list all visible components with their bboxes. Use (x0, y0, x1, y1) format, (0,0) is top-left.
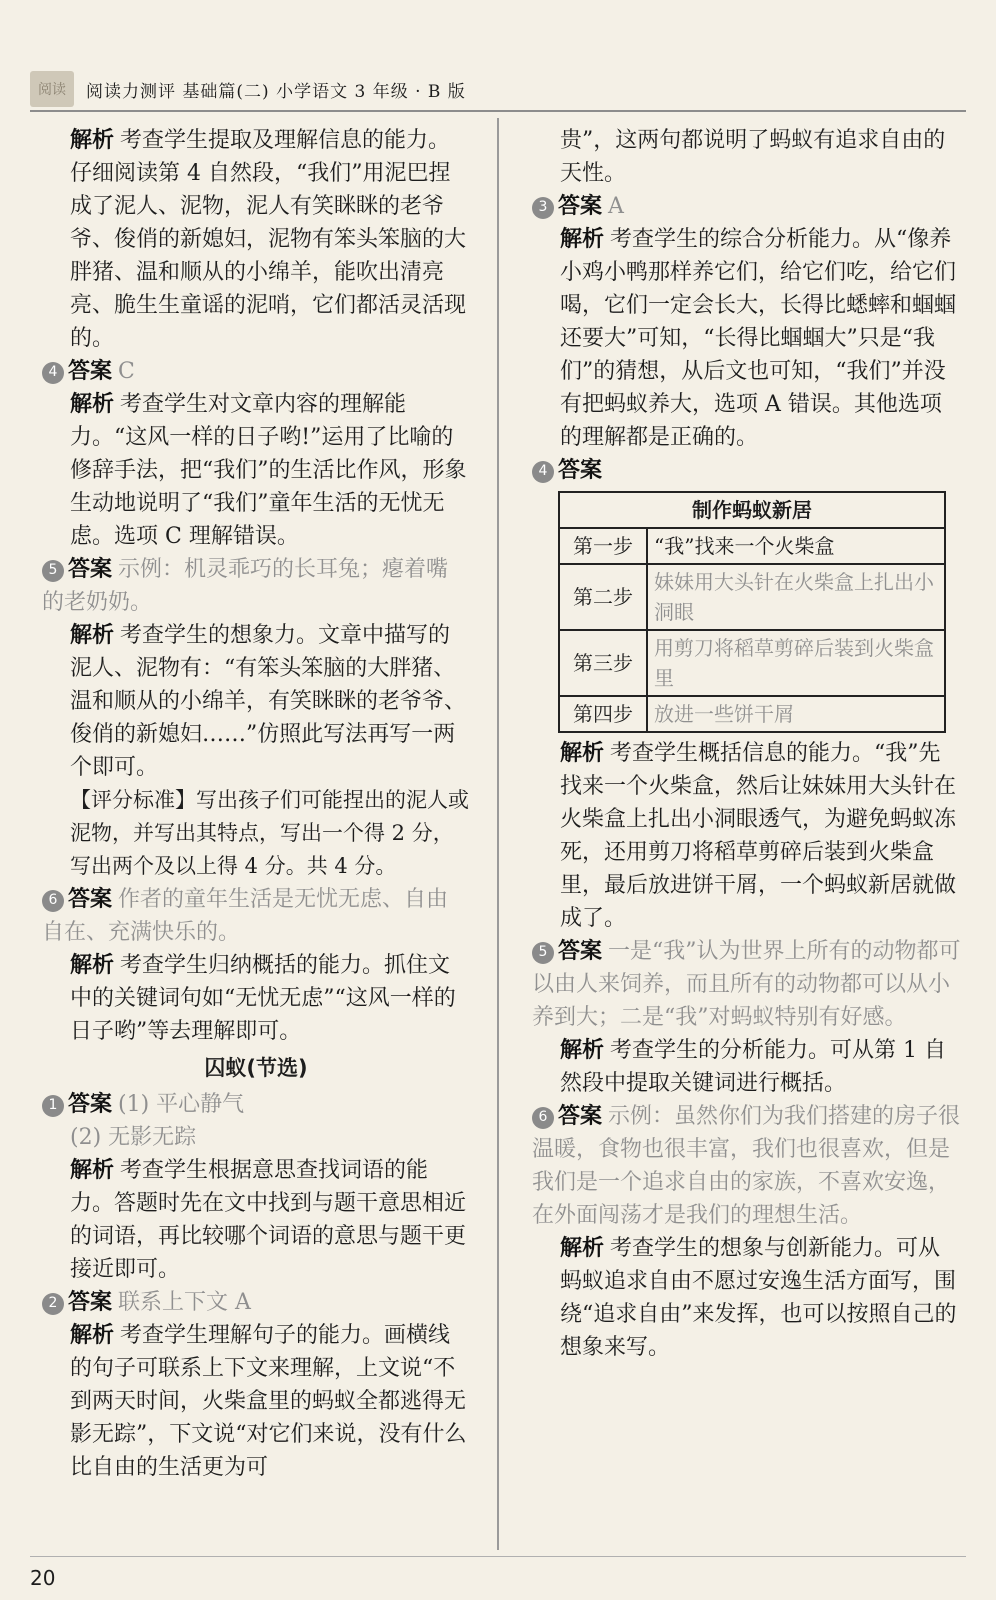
q4-answer: 4 答案 C (42, 355, 470, 388)
s1-answer-2: (2) 无影无踪 (70, 1125, 197, 1150)
s3-analysis: 解析 考查学生的综合分析能力。从“像养小鸡小鸭那样养它们，给它们吃，给它们喝，它们一定会长大，长得比蟋蟀和蝈蝈还要大”可知，“长得比蝈蝈大”只是“我们”的猜想，从后文也可知，“我们”并没有把蚂蚁养大，选项 A 错误。其他选项的理解都是正确的。 (560, 227, 957, 450)
question-number-badge: 5 (532, 942, 554, 964)
book-logo-icon: 阅读 (30, 71, 74, 107)
header-title: 阅读力测评 基础篇(二) 小学语文 3 年级 · B 版 (86, 81, 466, 102)
question-number-badge: 4 (42, 362, 64, 384)
table-row: 第三步 用剪刀将稻草剪碎后装到火柴盒里 (559, 630, 945, 696)
question-number-badge: 5 (42, 560, 64, 582)
table-row: 第四步 放进一些饼干屑 (559, 696, 945, 732)
q6-analysis: 解析 考查学生归纳概括的能力。抓住文中的关键词句如“无忧无虑”“这风一样的日子哟”等去理解即可。 (70, 953, 456, 1044)
question-number-badge: 1 (42, 1095, 64, 1117)
header-divider (30, 110, 966, 112)
question-number-badge: 2 (42, 1293, 64, 1315)
s5-analysis: 解析 考查学生的分析能力。可从第 1 自然段中提取关键词进行概括。 (560, 1038, 947, 1096)
question-number-badge: 6 (532, 1107, 554, 1129)
table-row: 第二步 妹妹用大头针在火柴盒上扎出小洞眼 (559, 564, 945, 630)
column-divider (497, 118, 499, 1550)
question-number-badge: 4 (532, 461, 554, 483)
left-column (42, 124, 470, 1484)
q5-analysis: 解析 考查学生的想象力。文章中描写的泥人、泥物有：“有笨头笨脑的大胖猪、温和顺从的小绵羊，有笑眯眯的老爷爷、俊俏的新媳妇……”仿照此写法再写一两个即可。 (70, 623, 467, 780)
q6-answer: 6 答案 作者的童年生活是无忧无虑、自由自在、充满快乐的。 (42, 887, 449, 945)
q3-analysis: 解析 考查学生提取及理解信息的能力。仔细阅读第 4 自然段，“我们”用泥巴捏成了泥人、泥物，泥人有笑眯眯的老爷爷、俊俏的新媳妇，泥物有笨头笨脑的大胖猪、温和顺从的小绵羊，能吹出清亮亮、脆生生童谣的泥哨，它们都活灵活现的。 (70, 128, 467, 351)
page-number: 20 (30, 1566, 56, 1590)
s4-answer: 4 答案 (532, 454, 962, 487)
page-header (30, 72, 966, 106)
question-number-badge: 3 (532, 197, 554, 219)
s6-analysis: 解析 考查学生的想象与创新能力。可从蚂蚁追求自由不愿过安逸生活方面写，围绕“追求自由”来发挥，也可以按照自己的想象来写。 (560, 1236, 957, 1360)
question-number-badge: 6 (42, 890, 64, 912)
s1-answer: 1 答案 (1) 平心静气 (42, 1088, 470, 1121)
footer-divider (30, 1556, 966, 1557)
table-title: 制作蚂蚁新居 (559, 492, 945, 528)
q5-scoring: 【评分标准】写出孩子们可能捏出的泥人或泥物，并写出其特点，写出一个得 2 分，写出两个及以上得 4 分。共 4 分。 (70, 788, 469, 878)
s2-analysis-continued: 贵”，这两句都说明了蚂蚁有追求自由的天性。 (560, 128, 946, 186)
right-column (532, 124, 962, 1364)
steps-table (558, 491, 946, 733)
s2-analysis: 解析 考查学生理解句子的能力。画横线的句子可联系上下文来理解，上文说“不到两天时间，火柴盒里的蚂蚁全都逃得无影无踪”，下文说“对它们来说，没有什么比自由的生活更为可 (70, 1323, 467, 1480)
table-row: 第一步 “我”找来一个火柴盒 (559, 528, 945, 564)
s4-analysis: 解析 考查学生概括信息的能力。“我”先找来一个火柴盒，然后让妹妹用大头针在火柴盒上扎出小洞眼透气，为避免蚂蚁冻死，还用剪刀将稻草剪碎后装到火柴盒里，最后放进饼干屑，一个蚂蚁新居就做成了。 (560, 741, 957, 931)
s5-answer: 5 答案 一是“我”认为世界上所有的动物都可以由人来饲养，而且所有的动物都可以从小养到大；二是“我”对蚂蚁特别有好感。 (532, 939, 961, 1030)
s6-answer: 6 答案 示例：虽然你们为我们搭建的房子很温暖，食物也很丰富，我们也很喜欢，但是我们是一个追求自由的家族，不喜欢安逸，在外面闯荡才是我们的理想生活。 (532, 1104, 961, 1228)
q5-answer: 5 答案 示例：机灵乖巧的长耳兔；瘪着嘴的老奶奶。 (42, 557, 449, 615)
s3-answer: 3 答案 A (532, 190, 962, 223)
s1-analysis: 解析 考查学生根据意思查找词语的能力。答题时先在文中找到与题干意思相近的词语，再比较哪个词语的意思与题干更接近即可。 (70, 1158, 467, 1282)
q4-analysis: 解析 考查学生对文章内容的理解能力。“这风一样的日子哟!”运用了比喻的修辞手法，把“我们”的生活比作风，形象生动地说明了“我们”童年生活的无忧无虑。选项 C 理解错误。 (70, 392, 467, 549)
s2-answer: 2 答案 联系上下文 A (42, 1286, 470, 1319)
section-title: 囚蚁(节选) (204, 1056, 308, 1080)
